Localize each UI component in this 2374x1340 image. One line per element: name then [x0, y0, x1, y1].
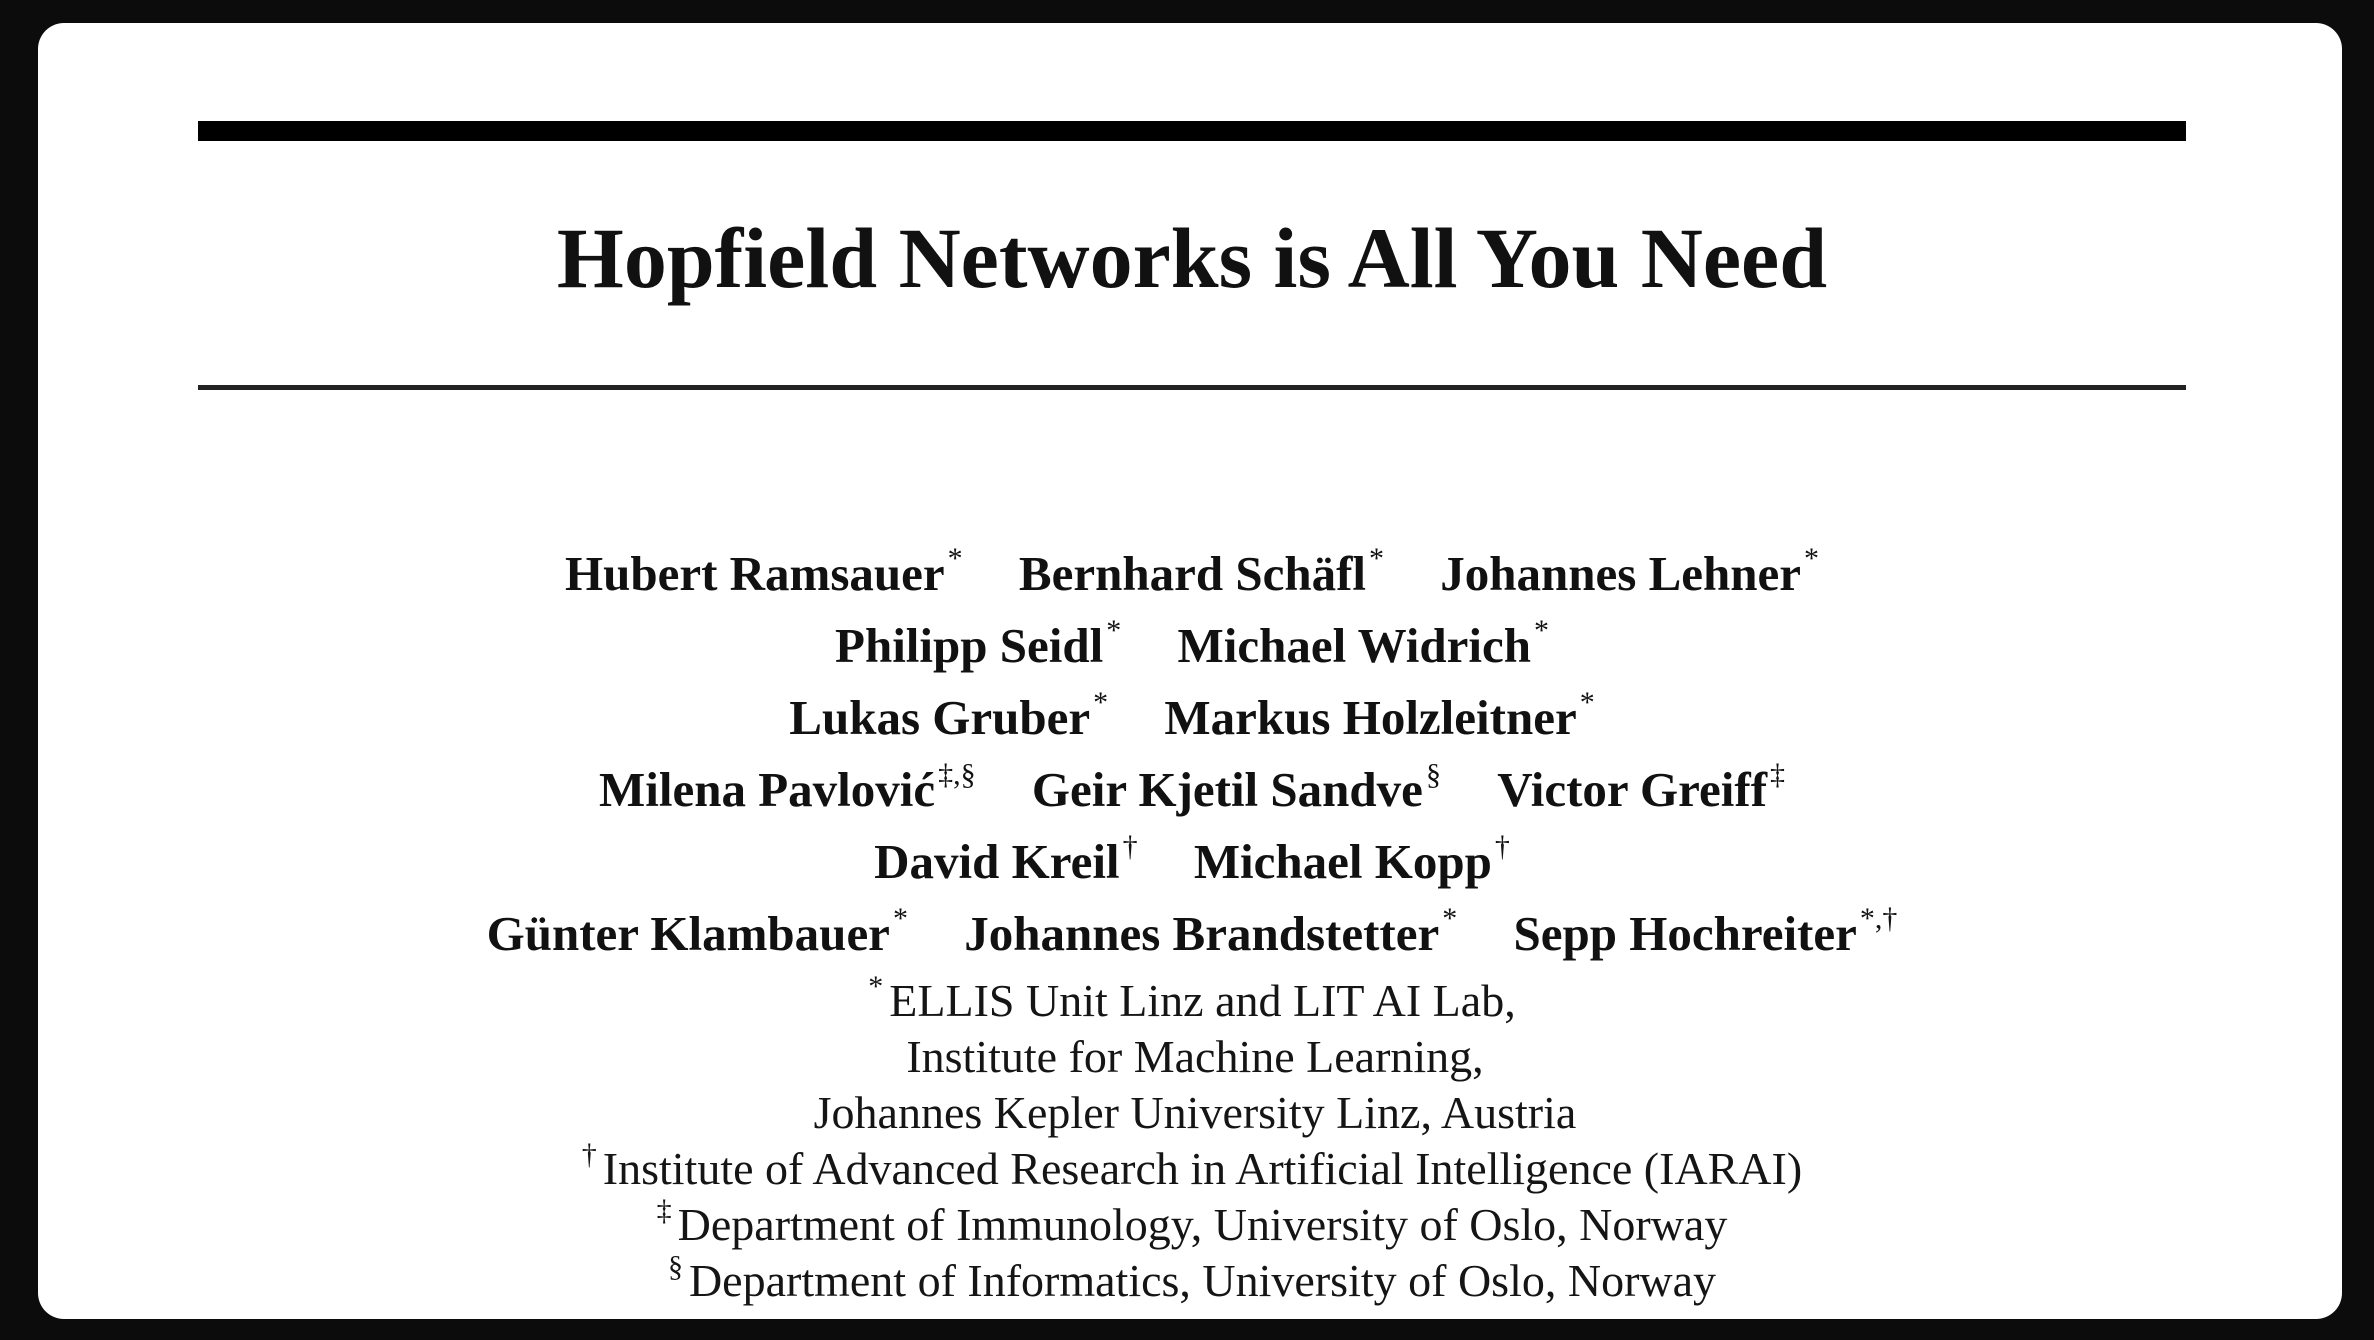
affiliation [198, 970, 2186, 1029]
author-row [198, 682, 2186, 754]
author-name: Michael Kopp [1193, 834, 1492, 889]
author-name: Bernhard Schäfl [1018, 546, 1367, 601]
author-name: Lukas Gruber [789, 690, 1091, 745]
author [874, 826, 1137, 898]
author-name: Milena Pavlović [598, 762, 936, 817]
affiliation-mark: † [581, 1138, 597, 1171]
author-row [198, 898, 2186, 970]
author-name: David Kreil [874, 834, 1120, 889]
author-name: Hubert Ramsauer [564, 546, 945, 601]
author-row [198, 610, 2186, 682]
author-affil-marks: † [1122, 830, 1138, 863]
affiliation [198, 1194, 2186, 1253]
author-affil-marks: * [1442, 902, 1458, 935]
affiliation-mark: * [868, 970, 884, 1003]
author [1513, 898, 1897, 970]
author-affil-marks: § [1425, 758, 1441, 791]
author-affil-marks: * [1369, 542, 1385, 575]
document-page [38, 23, 2342, 1319]
author-row [198, 754, 2186, 826]
affiliation [198, 1138, 2186, 1197]
author [835, 610, 1121, 682]
author-affil-marks: *,† [1859, 902, 1898, 935]
author-affil-marks: * [1533, 614, 1549, 647]
author-list [198, 538, 2186, 970]
author-affil-marks: * [1093, 686, 1109, 719]
author [487, 898, 908, 970]
author [1194, 826, 1510, 898]
affiliation-text: Johannes Kepler University Linz, Austria [813, 1087, 1577, 1138]
author-name: Günter Klambauer [486, 906, 890, 961]
affiliation-mark: § [667, 1250, 683, 1283]
affiliation-text: Institute of Advanced Research in Artificial Intelligence (IARAI) [602, 1143, 1803, 1194]
author [789, 682, 1108, 754]
author-affil-marks: ‡ [1770, 758, 1786, 791]
affiliation-text: Department of Immunology, University of Oslo, Norway [677, 1199, 1728, 1250]
author-name: Geir Kjetil Sandve [1031, 762, 1423, 817]
author-affil-marks: * [1579, 686, 1595, 719]
author-affil-marks: ‡,§ [938, 758, 976, 791]
author-name: Johannes Brandstetter [964, 906, 1440, 961]
author-affil-marks: † [1494, 830, 1510, 863]
author-affil-marks: * [892, 902, 908, 935]
author-name: Markus Holzleitner [1164, 690, 1577, 745]
affiliation-text: Institute for Machine Learning, [906, 1031, 1484, 1082]
author-name: Johannes Lehner [1440, 546, 1802, 601]
author-name: Victor Greiff [1497, 762, 1768, 817]
author-affil-marks: * [1106, 614, 1122, 647]
author [1032, 754, 1441, 826]
affiliation-text: Department of Informatics, University of Oslo, Norway [688, 1255, 1717, 1306]
author [964, 898, 1457, 970]
affiliation [198, 1029, 2186, 1085]
author-affil-marks: * [1804, 542, 1820, 575]
affiliation [198, 1250, 2186, 1309]
author [1497, 754, 1785, 826]
author [1019, 538, 1384, 610]
affiliation-list [198, 970, 2186, 1309]
author [1164, 682, 1594, 754]
author-row [198, 538, 2186, 610]
author [1178, 610, 1549, 682]
author-name: Michael Widrich [1177, 618, 1531, 673]
author-name: Sepp Hochreiter [1513, 906, 1857, 961]
author-affil-marks: * [947, 542, 963, 575]
author [1440, 538, 1819, 610]
author [565, 538, 963, 610]
author-name: Philipp Seidl [835, 618, 1104, 673]
affiliation-mark: ‡ [656, 1194, 672, 1227]
author [599, 754, 976, 826]
affiliation [198, 1085, 2186, 1141]
author-row [198, 826, 2186, 898]
paper-title: Hopfield Networks is All You Need [556, 210, 1828, 306]
affiliation-text: ELLIS Unit Linz and LIT AI Lab, [889, 975, 1516, 1026]
top-rule [198, 121, 2186, 141]
title-rule [198, 385, 2186, 390]
